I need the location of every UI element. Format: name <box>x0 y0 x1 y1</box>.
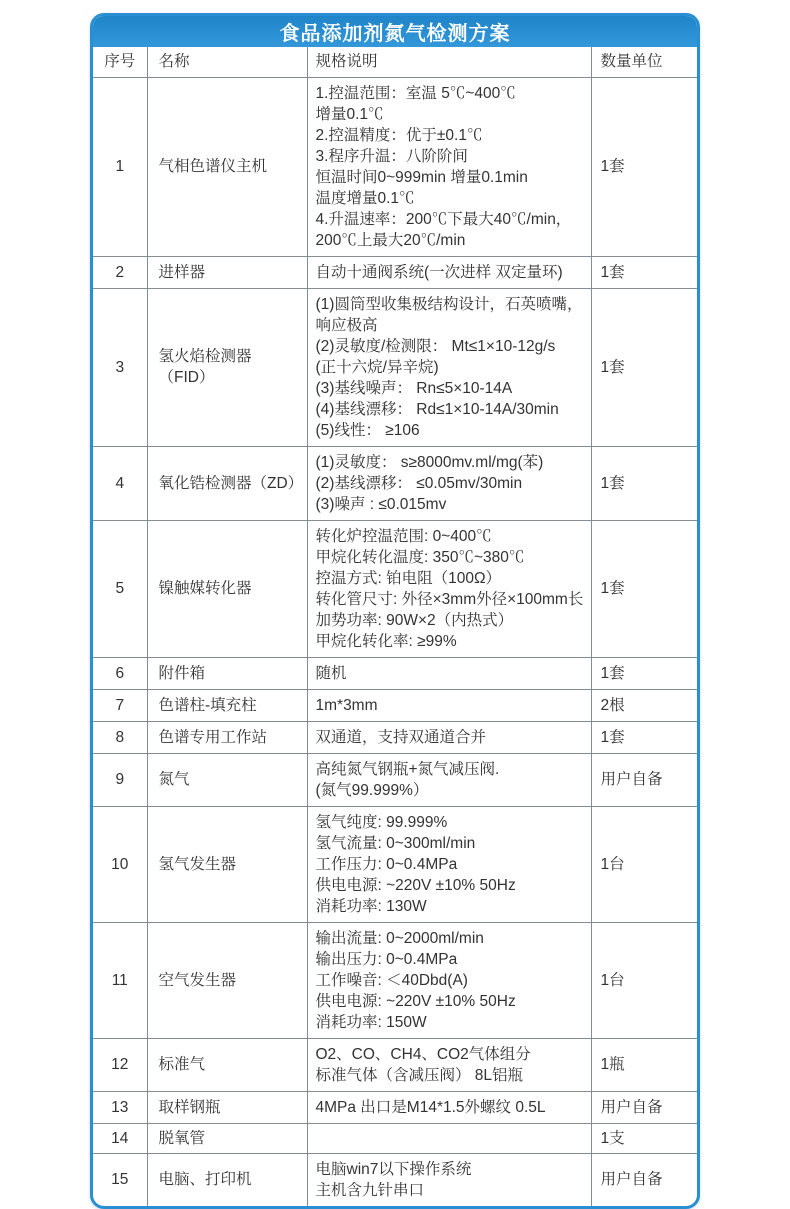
spec-line: 1.控温范围：室温 5℃~400℃ <box>315 84 516 102</box>
item-spec-cell <box>307 721 591 753</box>
item-name-cell: 氧化锆检测器（ZD） <box>147 446 307 520</box>
table-row <box>93 689 700 721</box>
table-row <box>93 446 700 520</box>
item-quantity-cell: 1套 <box>591 288 700 446</box>
spec-line: 加势功率: 90W×2（内热式） <box>315 611 514 629</box>
spec-line: 消耗功率: 130W <box>315 897 427 915</box>
spec-line: 输出流量: 0~2000ml/min <box>315 929 484 947</box>
item-name-cell: 脱氧管 <box>147 1123 307 1153</box>
spec-line: (1)灵敏度： s≥8000mv.ml/mg(苯) <box>315 453 544 471</box>
spec-line: 双通道，支持双通道合并 <box>315 728 487 746</box>
row-index-cell: 5 <box>93 520 147 657</box>
item-spec-cell <box>307 689 591 721</box>
spec-line: (氮气99.999%） <box>315 781 429 799</box>
table-row <box>93 288 700 446</box>
spec-line: (3)基线噪声： Rn≤5×10-14A <box>315 379 513 397</box>
item-name-cell: 标准气 <box>147 1038 307 1091</box>
table-row <box>93 753 700 806</box>
row-index-cell: 7 <box>93 689 147 721</box>
table-header <box>93 47 700 77</box>
item-spec-cell <box>307 288 591 446</box>
item-quantity-cell: 2根 <box>591 689 700 721</box>
row-index-cell: 12 <box>93 1038 147 1091</box>
spec-line: 标准气体（含减压阀） 8L铝瓶 <box>315 1066 524 1084</box>
item-spec-cell <box>307 256 591 288</box>
table-row <box>93 657 700 689</box>
item-spec-cell <box>307 1091 591 1123</box>
table-body <box>93 77 700 1206</box>
page-title: 食品添加剂氮气检测方案 <box>93 16 697 47</box>
spec-line: 工作噪音: ＜40Dbd(A) <box>315 971 468 989</box>
item-quantity-cell: 1套 <box>591 77 700 256</box>
spec-line: 200℃上最大20℃/min <box>315 231 466 249</box>
column-header-name: 名称 <box>147 47 307 77</box>
item-spec-cell <box>307 922 591 1038</box>
spec-line: 氢气流量: 0~300ml/min <box>315 834 476 852</box>
item-name-cell: 氢火焰检测器（FID） <box>147 288 307 446</box>
item-name-cell: 镍触媒转化器 <box>147 520 307 657</box>
spec-line: 2.控温精度：优于±0.1℃ <box>315 126 483 144</box>
spec-line: 消耗功率: 150W <box>315 1013 427 1031</box>
spec-line: 高纯氮气钢瓶+氮气减压阀. <box>315 760 500 778</box>
spec-line: 甲烷化转化率: ≥99% <box>315 632 457 650</box>
row-index-cell: 1 <box>93 77 147 256</box>
item-quantity-cell: 1套 <box>591 657 700 689</box>
item-name-cell: 氮气 <box>147 753 307 806</box>
item-spec-cell <box>307 77 591 256</box>
item-quantity-cell: 用户自备 <box>591 1091 700 1123</box>
item-name-cell: 氢气发生器 <box>147 806 307 922</box>
table-row <box>93 1153 700 1206</box>
spec-line: 恒温时间0~999min 增量0.1min <box>315 168 528 186</box>
spec-line: 工作压力: 0~0.4MPa <box>315 855 458 873</box>
spec-line: 电脑win7以下操作系统 <box>315 1160 472 1178</box>
item-name-cell: 色谱柱-填充柱 <box>147 689 307 721</box>
spec-line: 温度增量0.1℃ <box>315 189 415 207</box>
row-index-cell: 9 <box>93 753 147 806</box>
spec-line: 3.程序升温：八阶阶间 <box>315 147 468 165</box>
header-row <box>93 47 700 77</box>
spec-line: (2)灵敏度/检测限： Mt≤1×10-12g/s <box>315 337 556 355</box>
spec-line: 随机 <box>315 664 347 682</box>
spec-line: (1)圆筒型收集极结构设计，石英喷嘴， <box>315 295 583 313</box>
column-header-spec: 规格说明 <box>307 47 591 77</box>
item-name-cell: 进样器 <box>147 256 307 288</box>
spec-line: 控温方式: 铂电阻（100Ω） <box>315 569 502 587</box>
column-header-index: 序号 <box>93 47 147 77</box>
table-row <box>93 520 700 657</box>
item-quantity-cell: 1台 <box>591 806 700 922</box>
item-quantity-cell: 1支 <box>591 1123 700 1153</box>
table-row <box>93 77 700 256</box>
item-quantity-cell: 1套 <box>591 520 700 657</box>
item-quantity-cell: 用户自备 <box>591 753 700 806</box>
item-name-cell: 取样钢瓶 <box>147 1091 307 1123</box>
item-spec-cell <box>307 446 591 520</box>
row-index-cell: 11 <box>93 922 147 1038</box>
table-row <box>93 806 700 922</box>
item-quantity-cell: 1套 <box>591 256 700 288</box>
item-name-cell: 附件箱 <box>147 657 307 689</box>
spec-table <box>93 47 700 1206</box>
table-row <box>93 721 700 753</box>
table-row <box>93 922 700 1038</box>
item-spec-cell <box>307 1123 591 1153</box>
row-index-cell: 15 <box>93 1153 147 1206</box>
table-row <box>93 1091 700 1123</box>
row-index-cell: 10 <box>93 806 147 922</box>
item-name-cell: 色谱专用工作站 <box>147 721 307 753</box>
row-index-cell: 3 <box>93 288 147 446</box>
spec-line: 响应极高 <box>315 316 378 334</box>
item-quantity-cell: 1套 <box>591 446 700 520</box>
row-index-cell: 13 <box>93 1091 147 1123</box>
row-index-cell: 14 <box>93 1123 147 1153</box>
spec-line: (5)线性： ≥106 <box>315 421 420 439</box>
item-spec-cell <box>307 806 591 922</box>
row-index-cell: 2 <box>93 256 147 288</box>
item-spec-cell <box>307 657 591 689</box>
spec-line: 4MPa 出口是M14*1.5外螺纹 0.5L <box>315 1098 546 1116</box>
table-row <box>93 1038 700 1091</box>
item-name-cell: 电脑、打印机 <box>147 1153 307 1206</box>
item-name-cell: 空气发生器 <box>147 922 307 1038</box>
spec-line: (2)基线漂移： ≤0.05mv/30min <box>315 474 523 492</box>
row-index-cell: 6 <box>93 657 147 689</box>
item-spec-cell <box>307 1153 591 1206</box>
item-spec-cell <box>307 753 591 806</box>
spec-line: 输出压力: 0~0.4MPa <box>315 950 458 968</box>
row-index-cell: 4 <box>93 446 147 520</box>
item-quantity-cell: 用户自备 <box>591 1153 700 1206</box>
spec-line: 氢气纯度: 99.999% <box>315 813 448 831</box>
table-row <box>93 1123 700 1153</box>
spec-line: 转化管尺寸: 外径×3mm外径×100mm长 <box>315 590 584 608</box>
spec-line: 甲烷化转化温度: 350℃~380℃ <box>315 548 525 566</box>
spec-line: 转化炉控温范围: 0~400℃ <box>315 527 492 545</box>
spec-line: 供电电源: ~220V ±10% 50Hz <box>315 992 516 1010</box>
column-header-quantity: 数量单位 <box>591 47 700 77</box>
spec-line: (4)基线漂移： Rd≤1×10-14A/30min <box>315 400 559 418</box>
spec-line: (3)噪声 : ≤0.015mv <box>315 495 447 513</box>
item-quantity-cell: 1套 <box>591 721 700 753</box>
spec-line: 供电电源: ~220V ±10% 50Hz <box>315 876 516 894</box>
spec-line: (正十六烷/异辛烷) <box>315 358 439 376</box>
item-quantity-cell: 1台 <box>591 922 700 1038</box>
item-spec-cell <box>307 1038 591 1091</box>
table-row <box>93 256 700 288</box>
item-spec-cell <box>307 520 591 657</box>
spec-line: 主机含九针串口 <box>315 1181 425 1199</box>
item-name-cell: 气相色谱仪主机 <box>147 77 307 256</box>
spec-line: 1m*3mm <box>315 696 378 714</box>
spec-line: 自动十通阀系统(一次进样 双定量环) <box>315 263 563 281</box>
spec-line: 4.升温速率：200℃下最大40℃/min， <box>315 210 572 228</box>
spec-line: 增量0.1℃ <box>315 105 384 123</box>
row-index-cell: 8 <box>93 721 147 753</box>
spec-line: O2、CO、CH4、CO2气体组分 <box>315 1045 531 1063</box>
item-quantity-cell: 1瓶 <box>591 1038 700 1091</box>
spec-table-card <box>90 13 700 1209</box>
